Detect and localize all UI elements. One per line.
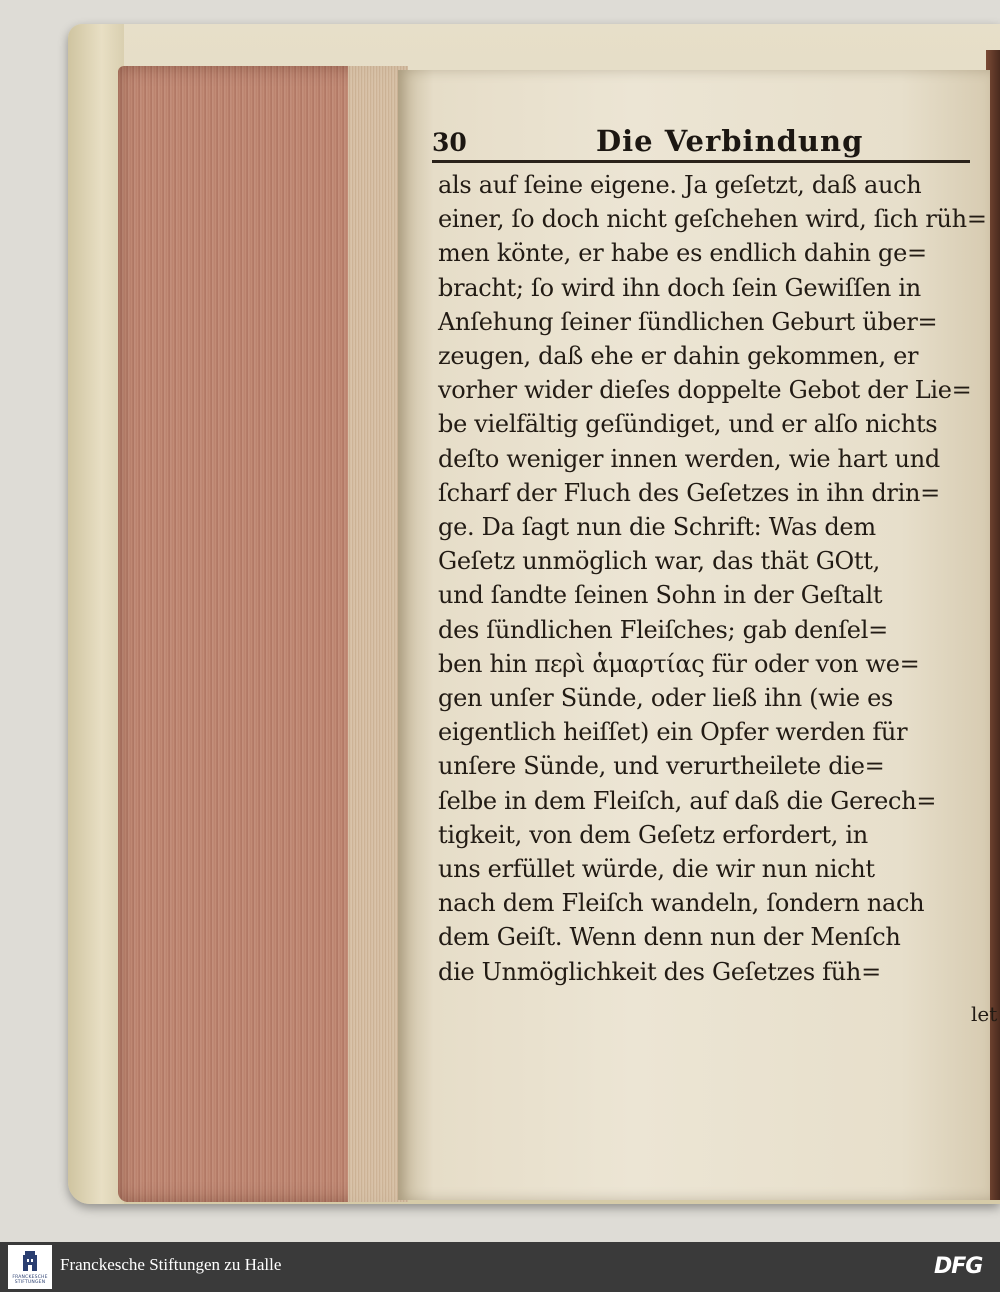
text-line: als auf ſeine eigene. Ja geſetzt, daß auch — [438, 171, 922, 199]
page-block-edge — [118, 66, 408, 1202]
page-body-text — [438, 168, 987, 989]
text-line: ſcharf der Fluch des Geſetzes in ihn drin= — [438, 478, 940, 507]
text-line: nach dem Fleiſch wandeln, ſondern nach — [438, 889, 925, 918]
text-line: dem Geiſt. Wenn denn nun der Menſch — [438, 923, 901, 952]
book-page — [398, 70, 998, 1200]
page-number: 30 — [432, 128, 467, 157]
text-line: gen unſer Sünde, oder ließ ihn (wie es — [438, 684, 894, 713]
text-line: und ſandte ſeinen Sohn in der Geſtalt — [438, 581, 883, 610]
text-line: eigentlich heiſſet) ein Opfer werden für — [438, 718, 908, 747]
text-line: uns erfüllet würde, die wir nun nicht — [438, 855, 875, 884]
text-line: Anſehung ſeiner ſündlichen Geburt über= — [438, 307, 938, 336]
text-line: ſelbe in dem Fleiſch, auf daß die Gerech= — [438, 786, 937, 815]
text-line: deſto weniger innen werden, wie hart und — [438, 444, 940, 473]
text-line: tigkeit, von dem Geſetz erfordert, in — [438, 820, 868, 849]
text-line: die Unmöglichkeit des Geſetzes füh= — [438, 957, 881, 986]
text-line: bracht; ſo wird ihn doch ſein Gewiſſen in — [438, 273, 921, 302]
text-line: des ſündlichen Fleiſches; gab denſel= — [438, 615, 888, 644]
text-line: zeugen, daß ehe er dahin gekommen, er — [438, 342, 919, 371]
franckesche-stiftungen-logo[interactable] — [8, 1245, 52, 1289]
catchword: let — [971, 1002, 998, 1026]
logo-text: FRANCKESCHE STIFTUNGEN — [12, 1275, 48, 1285]
header-rule — [432, 160, 970, 163]
text-line: vorher wider dieſes doppelte Gebot der Lie= — [438, 376, 972, 405]
dfg-logo[interactable]: DFG — [934, 1254, 983, 1279]
running-head: Die Verbindung — [596, 124, 864, 158]
text-line: men könte, er habe es endlich dahin ge= — [438, 239, 927, 268]
cover-fold — [68, 24, 124, 1204]
text-line: be vielfältig geſündiget, und er alſo nichts — [438, 410, 938, 439]
text-line: Geſetz unmöglich war, das thät GOtt, — [438, 547, 880, 576]
institution-name[interactable]: Franckesche Stiftungen zu Halle — [60, 1255, 282, 1274]
text-line: ge. Da ſagt nun die Schrift: Was dem — [438, 513, 876, 542]
text-line: unſere Sünde, und verurtheilete die= — [438, 752, 885, 781]
text-line: ben hin περὶ ἁμαρτίας für oder von we= — [438, 649, 920, 678]
text-line: einer, ſo doch nicht geſchehen wird, ſich rüh= — [438, 205, 987, 234]
